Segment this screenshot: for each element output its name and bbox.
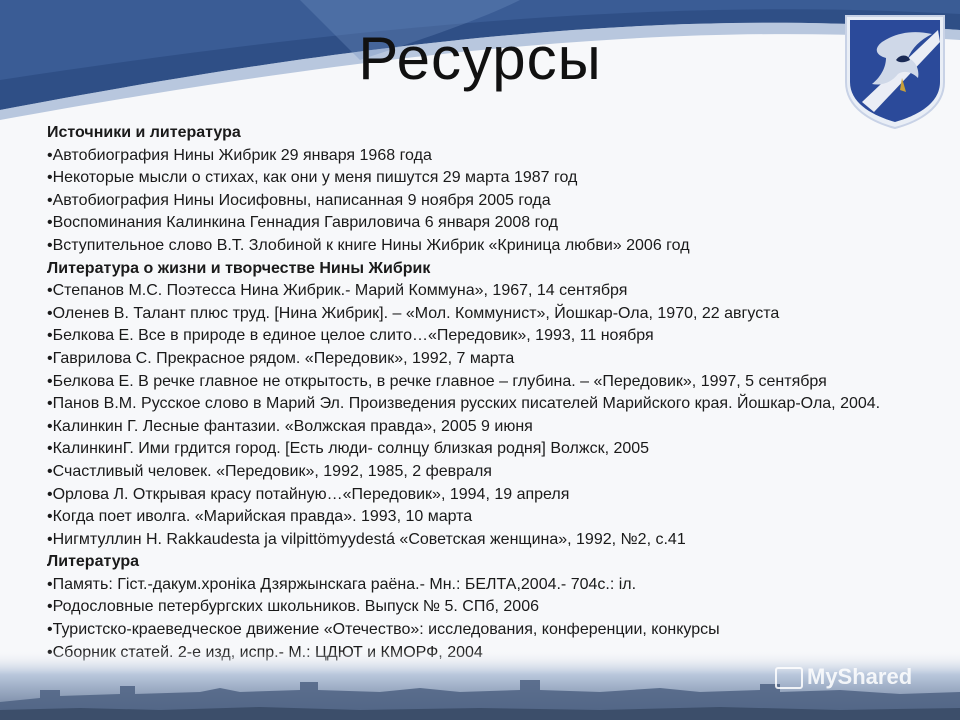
list-item: •Родословные петербургских школьников. Выпуск № 5. СПб, 2006 (47, 598, 539, 616)
list-item: •КалинкинГ. Ими грдится город. [Есть люди- солнцу близкая родня] Волжск, 2005 (47, 440, 650, 458)
list-item: •Туристско-краеведческое движение «Отечество»: исследования, конференции, конкурсы (47, 621, 720, 639)
section-heading: Источники и литература (47, 124, 241, 141)
list-item: •Нигмтуллин Н. Rakkaudesta ja vilpittömyydestá «Советская женщина», 1992, №2, с.41 (47, 530, 686, 548)
list-item: •Калинкин Г. Лесные фантазии. «Волжская правда», 2005 9 июня (47, 417, 533, 435)
list-item: •Счастливый человек. «Передовик», 1992, 1985, 2 февраля (47, 462, 492, 480)
watermark-logo-icon (775, 667, 803, 689)
list-item: •Оленев В. Талант плюс труд. [Нина Жибрик]. – «Мол. Коммунист», Йошкар-Ола, 1970, 22 августа (47, 304, 780, 322)
resources-list (47, 122, 937, 664)
list-item: •Когда поет иволга. «Марийская правда». 1993, 10 марта (47, 508, 473, 526)
section-sources (47, 122, 937, 258)
list-item: •Автобиография Нины Жибрик 29 января 1968 года (47, 146, 432, 164)
list-item: •Панов В.М. Русское слово в Марий Эл. Произведения русских писателей Марийского края. Йошкар-Ола, 2004. (47, 395, 881, 413)
list-item: •Белкова Е. В речке главное не открытость, в речке главное – глубина. – «Передовик», 1997, 5 сентября (47, 372, 827, 390)
list-item: •Автобиография Нины Иосифовны, написанная 9 ноября 2005 года (47, 191, 551, 209)
section-heading: Литература (47, 553, 140, 571)
section-literature (47, 551, 937, 664)
watermark (775, 664, 945, 690)
list-item: •Степанов М.С. Поэтесса Нина Жибрик.- Марий Коммуна», 1967, 14 сентября (47, 282, 628, 300)
list-item: •Вступительное слово В.Т. Злобиной к книге Нины Жибрик «Криница любви» 2006 год (47, 236, 690, 254)
section-life-and-work (47, 258, 937, 552)
page-title: Ресурсы (358, 25, 602, 92)
watermark-text: MyShared (807, 664, 913, 689)
list-item: •Воспоминания Калинкина Геннадия Гавриловича 6 января 2008 год (47, 214, 559, 232)
section-heading: Литература о жизни и творчестве Нины Жибрик (47, 259, 431, 277)
list-item: •Некоторые мысли о стихах, как они у меня пишутся 29 марта 1987 год (47, 169, 578, 187)
list-item: •Память: Гіст.-дакум.хроніка Дзяржынскага раёна.- Мн.: БЕЛТА,2004.- 704с.: іл. (47, 575, 637, 593)
coat-of-arms-bird-icon (842, 12, 948, 130)
list-item: •Орлова Л. Открывая красу потайную…«Передовик», 1994, 19 апреля (47, 485, 570, 503)
list-item: •Белкова Е. Все в природе в единое целое слито…«Передовик», 1993, 11 ноября (47, 327, 654, 345)
list-item: •Гаврилова С. Прекрасное рядом. «Передовик», 1992, 7 марта (47, 349, 515, 367)
